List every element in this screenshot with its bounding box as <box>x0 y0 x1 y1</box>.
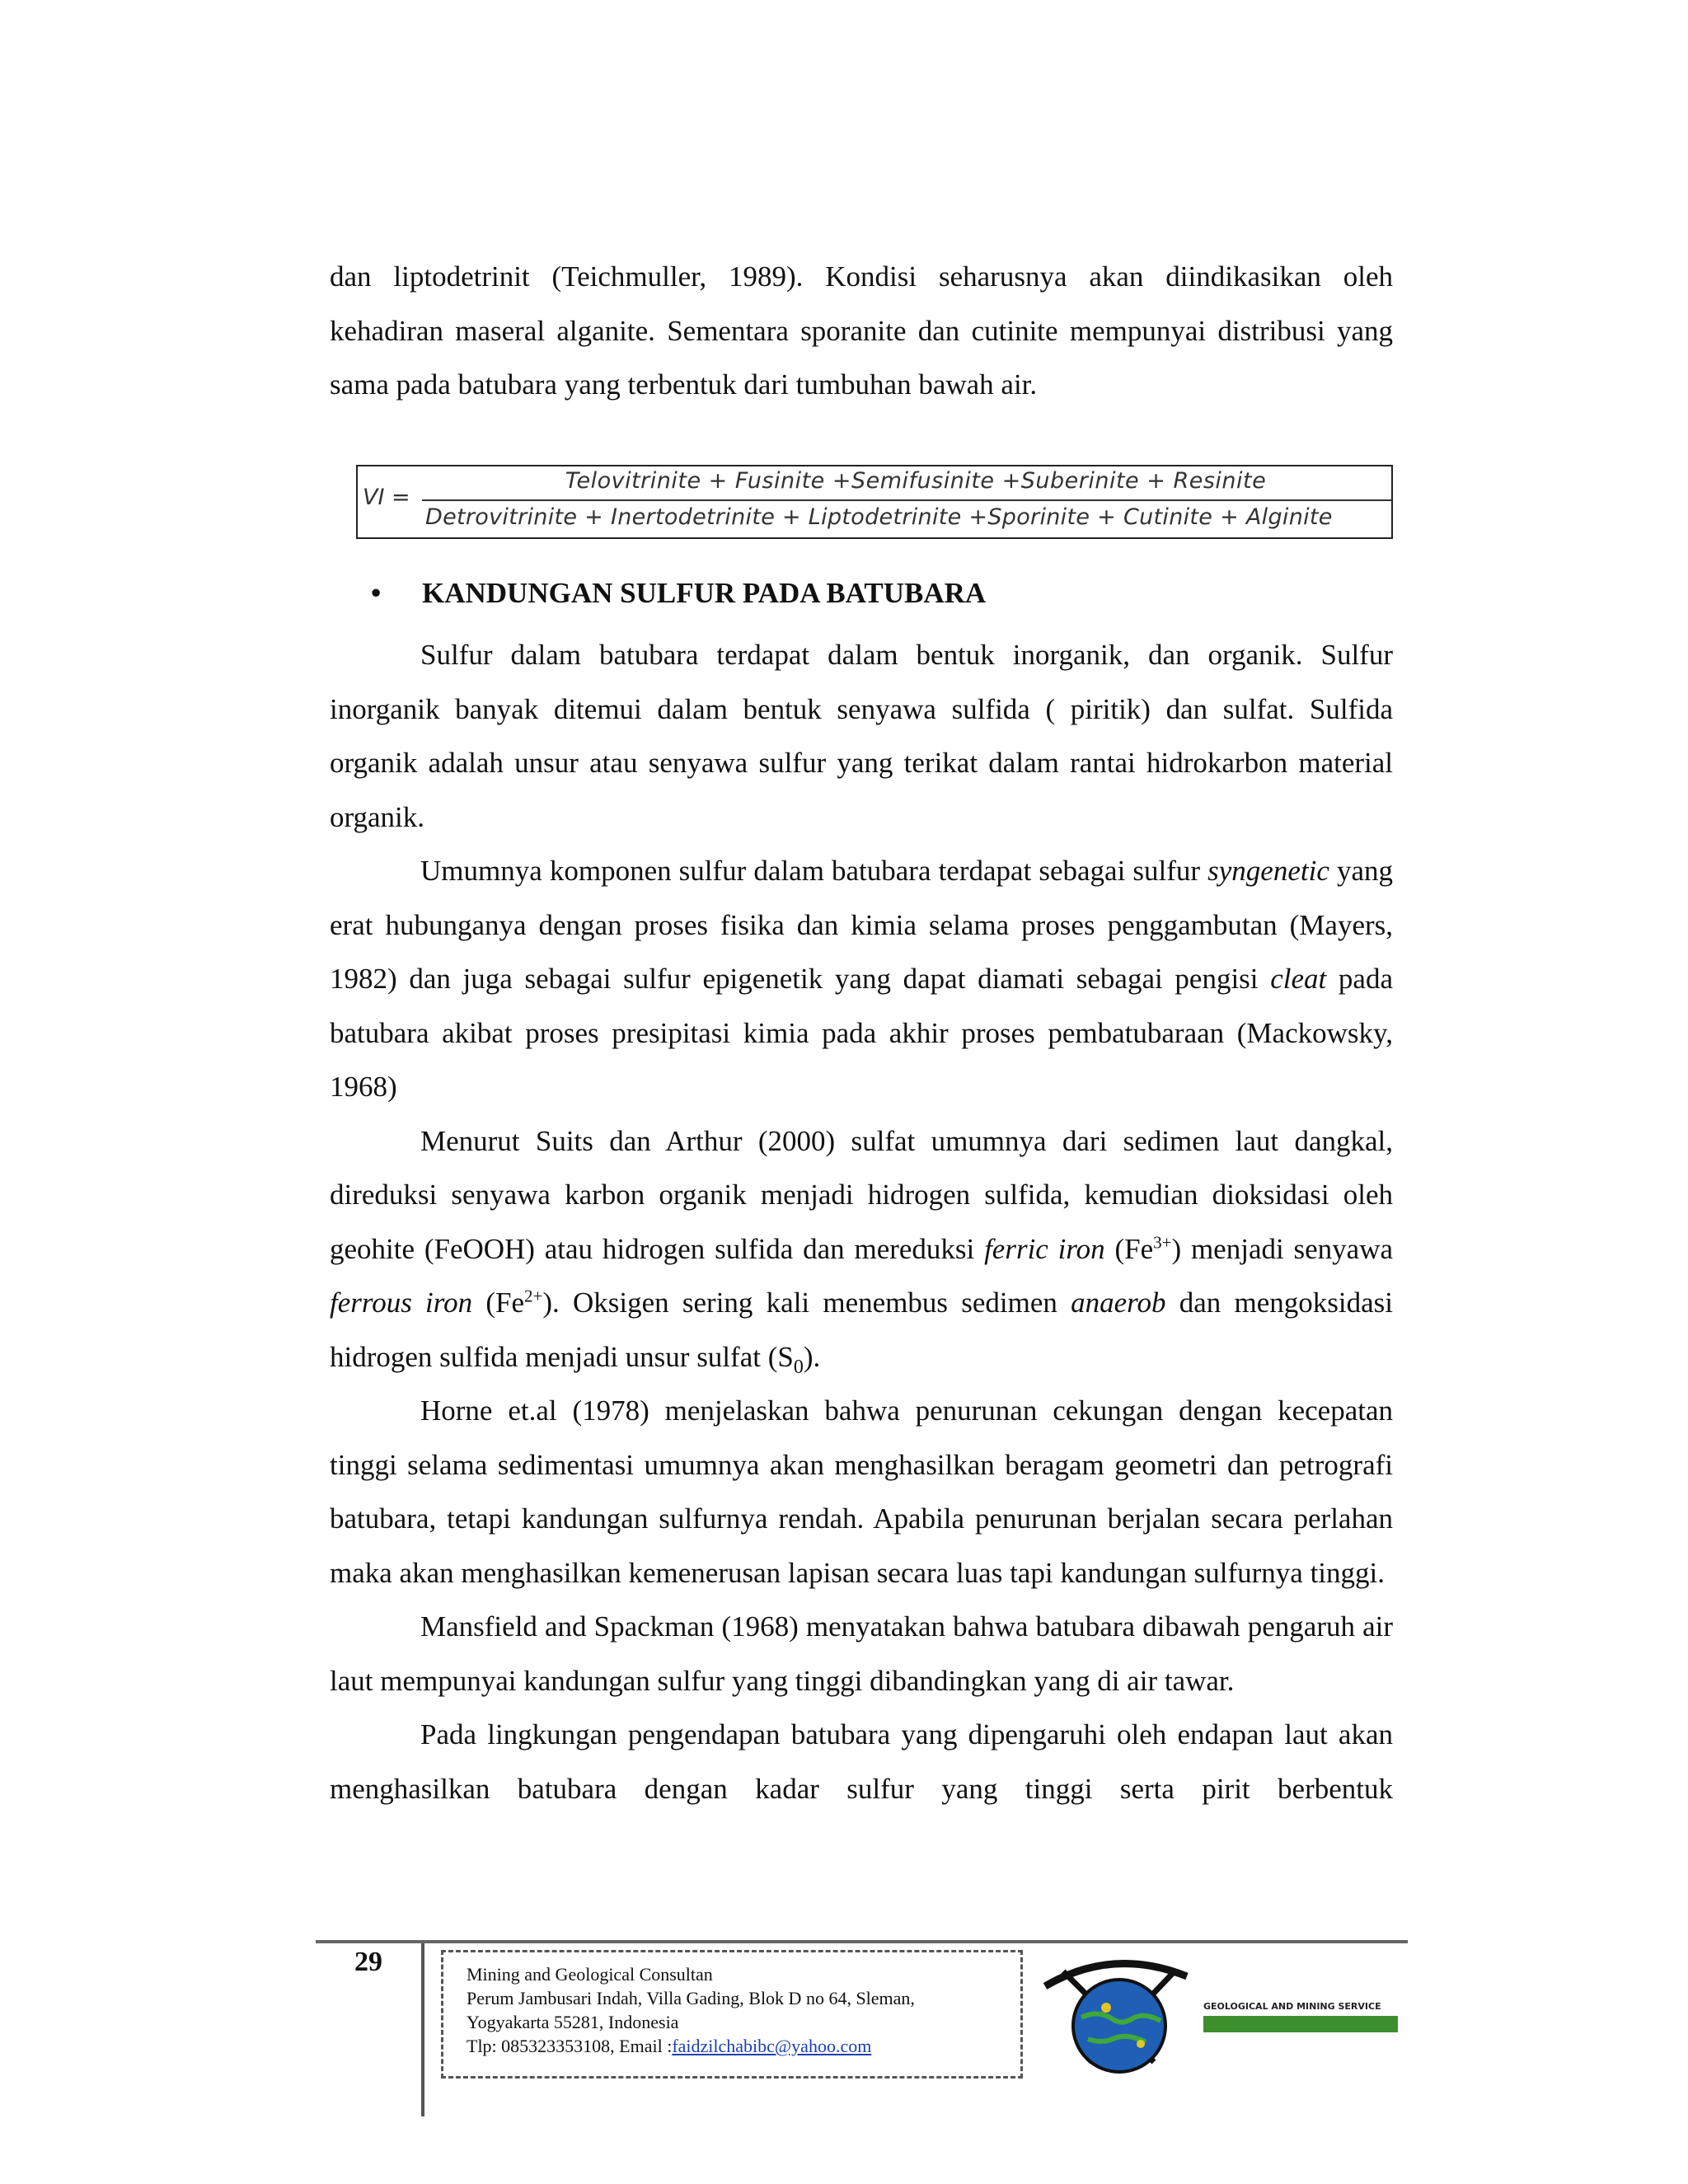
p2-text-c: pada batubara akibat proses presipitasi kimia pada akhir proses pembatubaraan (Mackowsky, 1968) <box>330 963 1393 1103</box>
address-line-1: Perum Jambusari Indah, Villa Gading, Blok D no 64, Sleman, <box>467 1988 915 2008</box>
fraction-bar <box>422 499 1391 501</box>
phone-label: Tlp: 085323353108, Email : <box>467 2036 673 2056</box>
p2-term-syngenetic: syngenetic <box>1207 855 1329 887</box>
footer-vertical-divider <box>421 1943 424 2116</box>
address-line-2: Yogyakarta 55281, Indonesia <box>467 2012 679 2032</box>
p3-text-c: ) menjadi senyawa <box>1171 1232 1394 1265</box>
globe-icon <box>1073 1980 1165 2072</box>
p3-text-b: (Fe <box>1104 1232 1154 1265</box>
p3-term-ferric: ferric iron <box>984 1232 1105 1265</box>
p2-term-cleat: cleat <box>1270 963 1327 995</box>
p3-text-f: dan mengoksidasi hidrogen sulfida menjadi unsur sulfat (S <box>330 1286 1393 1373</box>
p3-text-g: ). <box>803 1340 821 1373</box>
formula-denominator: Detrovitrinite + Inertodetrinite + Liptodetrinite +Sporinite + Cutinite + Alginite <box>425 504 1333 530</box>
p3-term-ferrous: ferrous iron <box>330 1286 473 1319</box>
paragraph-1: Sulfur dalam batubara terdapat dalam bentuk inorganik, dan organik. Sulfur inorganik banyak ditemui dalam bentuk senyawa sulfida ( piritik) dan sulfat. Sulfida organik adalah unsur atau senyawa sulfur yang terikat dalam rantai hidrokarbon material organik. <box>330 639 1393 833</box>
intro-paragraph-block <box>330 250 1393 412</box>
logo-banner <box>1203 2016 1398 2032</box>
company-name: Mining and Geological Consultan <box>467 1964 713 1985</box>
email-link[interactable]: faidzilchabibc@yahoo.com <box>672 2036 872 2056</box>
p3-sub: 0 <box>793 1356 804 1378</box>
contact-line <box>467 2034 1020 2058</box>
section-heading-text: KANDUNGAN SULFUR PADA BATUBARA <box>422 577 987 609</box>
p2-text-a: Umumnya komponen sulfur dalam batubara terdapat sebagai sulfur <box>420 855 1208 887</box>
body-text <box>330 628 1393 1816</box>
paragraph-5: Mansfield and Spackman (1968) menyatakan bahwa batubara dibawah pengaruh air laut mempunyai kandungan sulfur yang tinggi dibandingkan yang di air tawar. <box>330 1610 1393 1697</box>
footer-divider <box>316 1940 1408 1943</box>
p3-term-anaerob: anaerob <box>1071 1286 1166 1319</box>
p3-sup-2: 2+ <box>524 1286 543 1306</box>
paragraph-2 <box>330 844 1393 1114</box>
paragraph-6: Pada lingkungan pengendapan batubara yang dipengaruhi oleh endapan laut akan menghasilkan batubara dengan kadar sulfur yang tinggi serta pirit berbentuk <box>330 1718 1393 1805</box>
formula-numerator: Telovitrinite + Fusinite +Semifusinite +Suberinite + Resinite <box>565 468 1267 494</box>
p3-text-d: (Fe <box>472 1286 525 1319</box>
bullet-icon: • <box>371 577 382 609</box>
p3-text-a: Menurut Suits dan Arthur (2000) sulfat umumnya dari sedimen laut dangkal, direduksi senyawa karbon organik menjadi hidrogen sulfida, kemudian dioksidasi oleh geohite (FeOOH) atau hidrogen sulfida dan mereduksi <box>330 1124 1393 1265</box>
page-number: 29 <box>354 1947 382 1977</box>
paragraph-4: Horne et.al (1978) menjelaskan bahwa penurunan cekungan dengan kecepatan tinggi selama sedimentasi umumnya akan menghasilkan beragam geometri dan petrografi batubara, tetapi kandungan sulfurnya rendah. Apabila penurunan berjalan secara perlahan maka akan menghasilkan kemenerusan lapisan secara luas tapi kandungan sulfurnya tinggi. <box>330 1394 1393 1589</box>
section-heading <box>371 577 986 610</box>
p2-text-b: yang erat hubunganya dengan proses fisika dan kimia selama proses penggambutan (Mayers, 1982) dan juga sebagai sulfur epigenetik yang dapat diamati sebagai pengisi <box>330 855 1393 995</box>
contact-box <box>441 1950 1023 2079</box>
p3-text-e: ). Oksigen sering kali menembus sedimen <box>542 1286 1071 1319</box>
formula-lhs: VI = <box>363 485 410 510</box>
paragraph-3 <box>330 1114 1393 1385</box>
p3-sup-1: 3+ <box>1153 1231 1172 1252</box>
intro-paragraph: dan liptodetrinit (Teichmuller, 1989). Kondisi seharusnya akan diindikasikan oleh kehadiran maseral alganite. Sementara sporanite dan cutinite mempunyai distribusi yang sama pada batubara yang terbentuk dari tumbuhan bawah air. <box>330 260 1393 401</box>
logo-caption: GEOLOGICAL AND MINING SERVICE <box>1203 2001 1381 2012</box>
company-logo <box>1030 1947 1409 2079</box>
vi-formula <box>356 465 1393 539</box>
